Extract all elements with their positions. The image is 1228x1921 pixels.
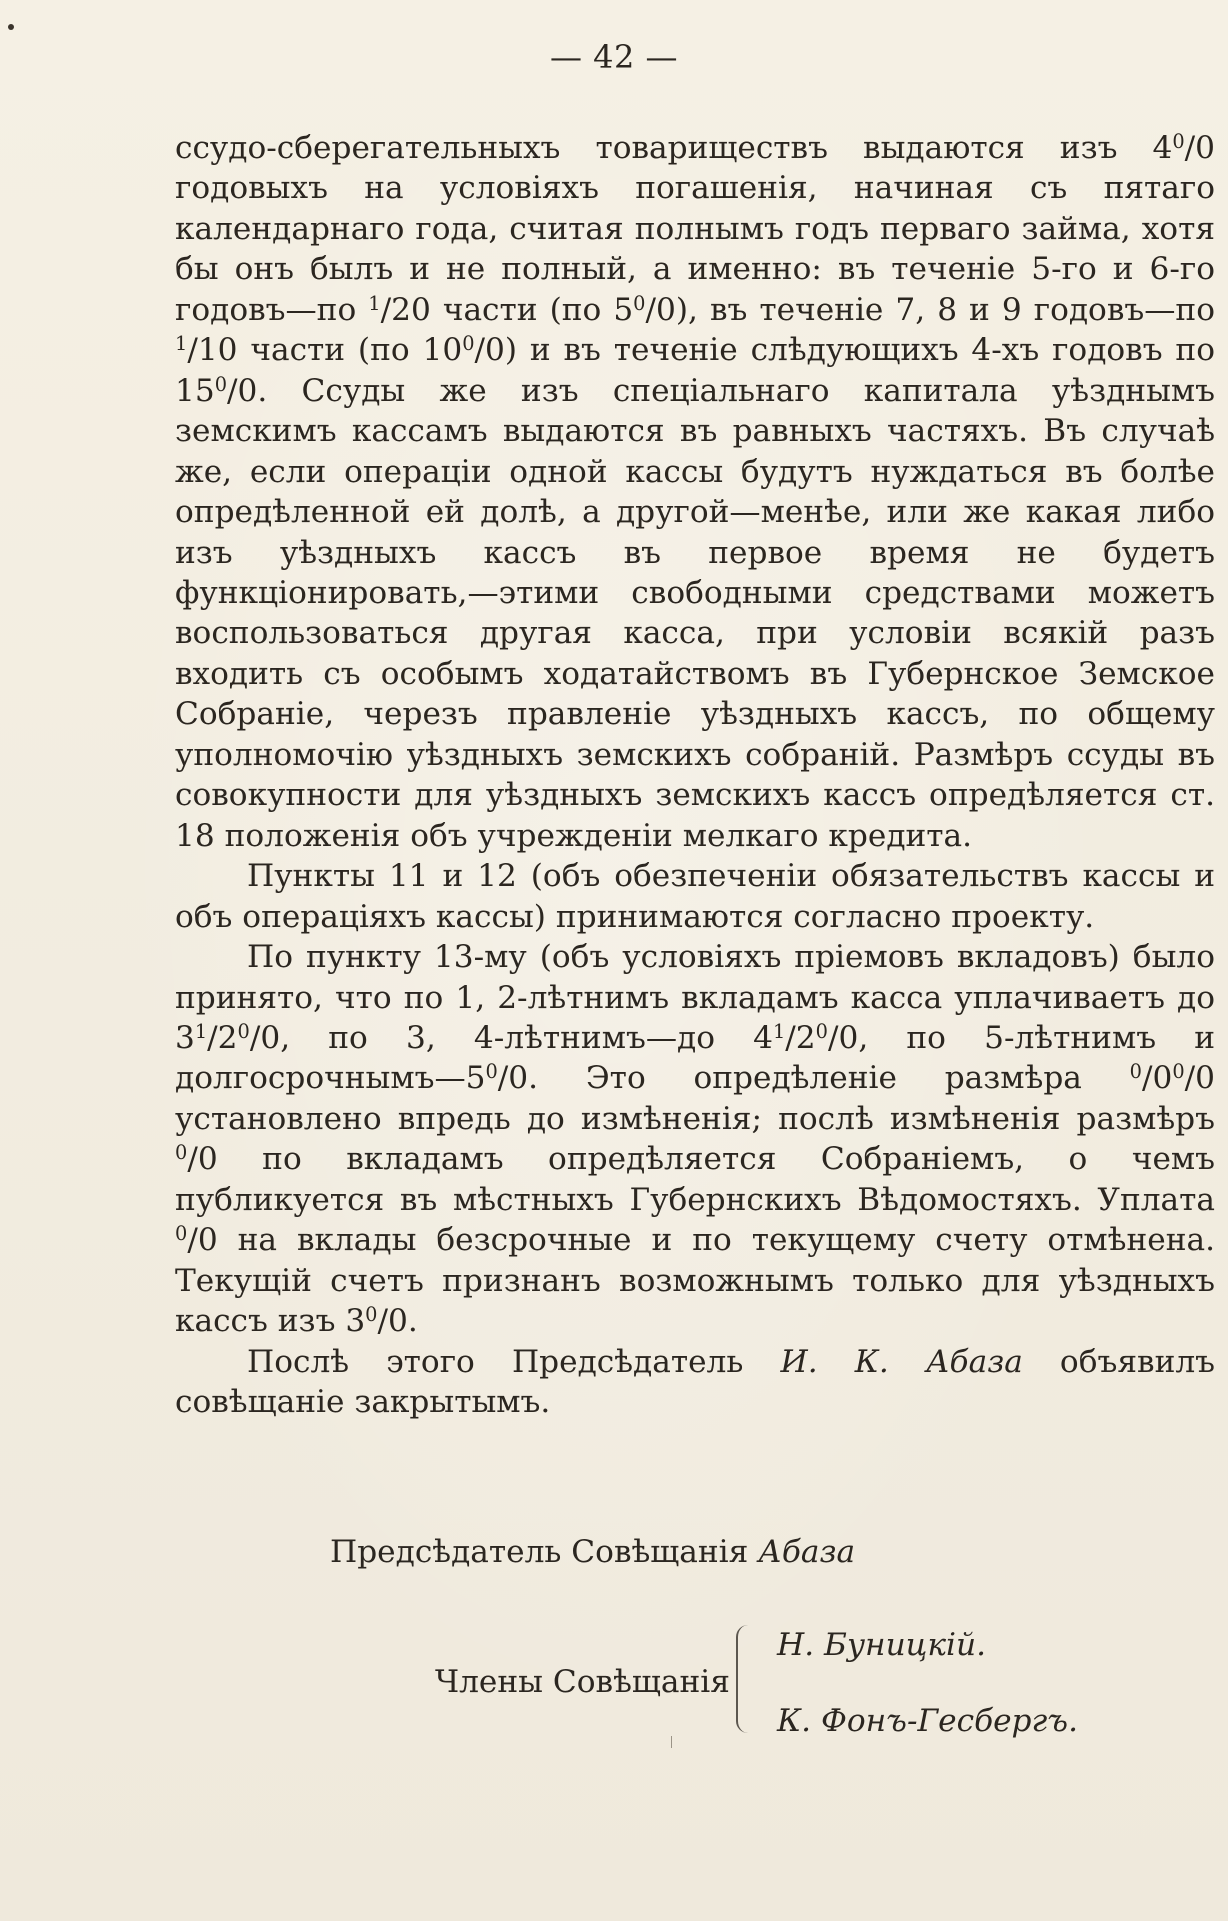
paragraph-3-part: на вклады безсрочные и по текущему счету отмѣнена. Текущій счетъ признанъ возможнымъ только для уѣздныхъ кассъ изъ 3 [175, 1222, 1215, 1340]
percent-denominator: /0 [187, 1222, 218, 1259]
paragraph-3-part: , по 5-лѣтнимъ и долгосрочнымъ—5 [175, 1019, 1215, 1097]
fraction-numerator: 1 [368, 291, 381, 315]
paragraph-4-part: Послѣ этого Предсѣдатель [247, 1343, 781, 1380]
percent-sup: 0 [633, 291, 646, 315]
half-denominator: /2 [207, 1019, 238, 1056]
main-text [175, 128, 1215, 1423]
brace-icon [736, 1625, 756, 1733]
percent-denominator: /0 [227, 372, 258, 409]
ink-dot [8, 24, 14, 30]
half-numerator: 1 [194, 1019, 208, 1043]
paragraph-2: Пункты 11 и 12 (объ обезпеченіи обязательствъ кассы и объ операціяхъ кассы) принимаются согласно проекту. [175, 858, 1215, 935]
chairman-name-in-text: И. К. Абаза [780, 1343, 1023, 1380]
chairman-label: Предсѣдатель Совѣщанія [330, 1534, 759, 1570]
members-label: Члены Совѣщанія [435, 1664, 730, 1700]
chairman-name: Абаза [758, 1534, 856, 1570]
paragraph-3-part: установлено впредь до измѣненія; послѣ измѣненія размѣръ [175, 1100, 1215, 1137]
percent-denominator: /0 [377, 1303, 408, 1340]
percent-denominator: /0 [1184, 1060, 1215, 1097]
percent-denominator: /0 [827, 1019, 859, 1056]
page-number: — 42 — [549, 38, 679, 76]
paragraph-3-part: , по 3, 4-лѣтнимъ—до 4 [280, 1019, 773, 1056]
paragraph-1-part: части (по 10 [237, 332, 463, 369]
percent-denominator: /0 [1141, 1060, 1173, 1097]
paragraph-3-part: . Это опредѣленіе размѣра [528, 1060, 1130, 1097]
paragraph-1-part: части (по 5 [430, 291, 634, 328]
paragraph-3 [175, 937, 1215, 1342]
paragraph-1-part: ссудо-сберегательныхъ товариществъ выдаются изъ 4 [175, 130, 1173, 166]
paragraph-1-part: ) и въ теченіе слѣдующихъ 4-хъ годовъ по 15 [175, 332, 1215, 409]
member-name: Н. Буницкій. [777, 1627, 987, 1663]
paragraph-1-part: годовыхъ на условіяхъ погашенія, начиная съ пятаго календарнаго года, считая полнымъ годъ перваго займа, хотя бы онъ былъ и не полный, а именно: въ теченіе 5-го и 6-го годовъ—по [175, 170, 1215, 328]
percent-denominator: /0 [497, 1060, 529, 1097]
paragraph-4-part: объявилъ совѣщаніе закрытымъ. [175, 1343, 1216, 1421]
chairman-signature [330, 1532, 855, 1572]
paragraph-4 [175, 1342, 1215, 1423]
percent-sup: 0 [462, 332, 475, 356]
paragraph-1-part: . Ссуды же изъ спеціальнаго капитала уѣзднымъ земскимъ кассамъ выдаются въ равныхъ частяхъ. Въ случаѣ же, если операціи одной кассы будутъ нуждаться въ болѣе опредѣленной ей долѣ, а другой—менѣе, или же какая либо изъ уѣздныхъ кассъ въ первое время не будетъ функціонировать,—этими свободными средствами можетъ воспользоваться другая касса, при условіи всякій разъ входить съ особымъ ходатайствомъ въ Губернское Земское Собраніе, черезъ правленіе уѣздныхъ кассъ, по общему уполномочію уѣздныхъ земскихъ собраній. Размѣръ ссуды въ совокупности для уѣздныхъ земскихъ кассъ опредѣляется ст. 18 положенія объ учрежденіи мелкаго кредита. [175, 372, 1215, 854]
percent-denominator: /0 [645, 291, 676, 328]
percent-sup: 0 [214, 372, 227, 396]
fraction-denominator: /10 [187, 332, 238, 369]
percent-sup: 0 [1172, 129, 1185, 153]
percent-sup: 0 [237, 1019, 250, 1043]
paragraph-3-part: по вкладамъ опредѣляется Собраніемъ, о чемъ публикуется въ мѣстныхъ Губернскихъ Вѣдомостяхъ. Уплата [175, 1141, 1215, 1218]
percent-denominator: /0 [1184, 130, 1215, 166]
percent-sup: 0 [815, 1019, 828, 1043]
percent-sup: 0 [1129, 1060, 1142, 1084]
half-denominator: /2 [785, 1019, 816, 1056]
paragraph-3-part: . [407, 1303, 418, 1340]
percent-sup: 0 [485, 1060, 498, 1084]
paragraph-1 [175, 128, 1215, 856]
fraction-numerator: 1 [175, 332, 188, 356]
paragraph-3-part: По пункту 13-му (объ условіяхъ пріемовъ вкладовъ) было принято, что по 1, 2-лѣтнимъ вкладамъ касса уплачиваетъ до 3 [175, 939, 1215, 1056]
paragraph-1-part: ), въ теченіе 7, 8 и 9 годовъ—по [675, 291, 1215, 328]
percent-denominator: /0 [474, 332, 505, 369]
percent-sup: 0 [175, 1222, 188, 1246]
small-print-mark [671, 1736, 672, 1748]
percent-denominator: /0 [187, 1141, 218, 1178]
percent-sup: 0 [1172, 1060, 1185, 1084]
percent-sup: 0 [365, 1303, 378, 1327]
members-signatures [435, 1625, 1135, 1745]
member-name: К. Фонъ-Гесбергъ. [777, 1703, 1078, 1739]
percent-denominator: /0 [249, 1019, 281, 1056]
half-numerator: 1 [772, 1019, 786, 1043]
percent-sup: 0 [175, 1141, 188, 1165]
fraction-denominator: /20 [380, 291, 431, 328]
